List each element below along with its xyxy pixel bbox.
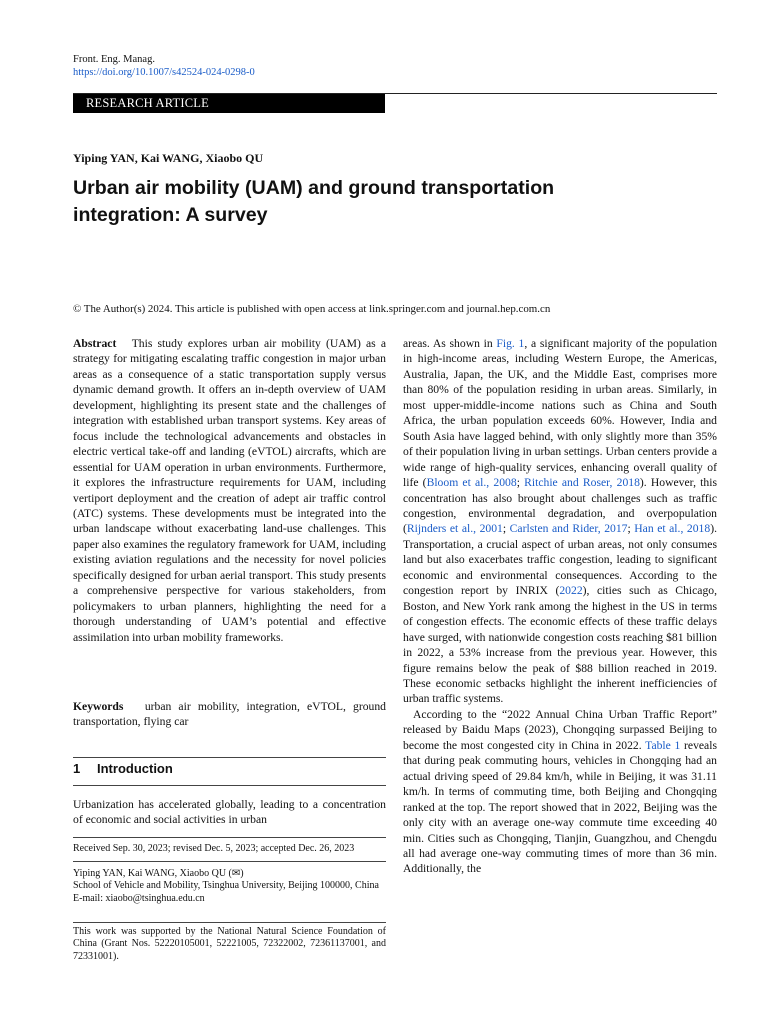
citation-link[interactable]: Ritchie and Roser, 2018 — [524, 476, 640, 490]
section-number: 1 — [73, 761, 81, 776]
abstract-label: Abstract — [73, 337, 117, 350]
title-line-2: integration: A survey — [73, 204, 268, 226]
abstract-text: This study explores urban air mobility (UAM) as a strategy for mitigating escalating traffic congestion in major urban areas as a consequence of a static transportation supply versus dynamic demand growth. It offers an in-depth overview of UAM development, highlighting its present state and the challenges of integration with established urban transport systems. Key areas of focus include the technological advancements and obstacles in electric vertical take-off and landing (eVTOL) aircrafts, which are essential for UAM operation in urban environments. Furthermore, it explores the infrastructure requirements for UAM, including vertiport deployment and the creation of adept air traffic control (ATC) systems. These developments must be integrated into the urban landscape without exacerbating land-use challenges. This paper also examines the regulatory framework for UAM, including existing aviation regulations and the necessity for novel policies specifically designed for urban aerial transport. This study presents a comprehensive perspective for various stakeholders, from policymakers to urban planners, highlighting the need for a thorough understanding of UAM’s potential and effective assimilation into urban mobility frameworks. — [73, 337, 386, 644]
funding-note: This work was supported by the National Natural Science Foundation of China (Grant Nos. 52220105001, 52221005, 72322002, 72361137001, and 72331001). — [73, 926, 386, 962]
corresponding-authors: Yiping YAN, Kai WANG, Xiaobo QU (✉) — [73, 868, 244, 879]
citation-link[interactable]: Han et al., 2018 — [634, 522, 711, 536]
section-rule — [73, 757, 386, 758]
paragraph-urbanization: areas. As shown in Fig. 1, a significant majority of the population in high-income areas, including Western Europe, the Americas, Australia, Japan, the UK, and the Middle East, comprises more than 80% of the population residing in urban areas. Similarly, in most upper-middle-income nations such as China and South Africa, the urban population exceeds 60%. However, India and South Asia have lagged behind, with only slightly more than 35% of their population living in urban settings. Urban centers provide a wide range of high-quality services, enhancing overall quality of life (Bloom et al., 2008; Ritchie and Roser, 2018). However, this concentration has also brought about challenges such as traffic congestion, environmental degradation, and overpopulation (Rijnders et al., 2001; Carlsten and Rider, 2017; Han et al., 2018). Transportation, a crucial aspect of urban areas, not only consumes land but also exacerbates traffic congestion, leading to significant economic and environmental consequences. According to the congestion report by INRIX (2022), cities such as Chicago, Boston, and New York rank among the highest in the US in terms of congestion effects. The economic effects of these traffic delays have surged, with nationwide congestion costs reaching $81 billion in 2022, a 53% increase from the previous year. However, this figure remains below the peak of $88 billion reached in 2019. These economic setbacks highlight the inherent inefficiencies of urban traffic systems. — [403, 337, 718, 706]
citation-link[interactable]: Carlsten and Rider, 2017 — [509, 522, 628, 536]
keywords-text: urban air mobility, integration, eVTOL, ground transportation, flying car — [73, 700, 387, 729]
citation-link[interactable]: Rijnders et al., 2001 — [406, 522, 503, 536]
email[interactable]: E-mail: xiaobo@tsinghua.edu.cn — [73, 892, 205, 904]
footnote-rule-2 — [73, 861, 386, 862]
figure-ref[interactable]: Fig. 1 — [496, 337, 525, 350]
section-title: Introduction — [97, 761, 173, 776]
article-title — [73, 175, 673, 229]
keywords-label: Keywords — [73, 700, 124, 713]
section-heading — [73, 761, 173, 777]
author-list: Yiping YAN, Kai WANG, Xiaobo QU — [73, 151, 264, 165]
footnote-rule — [73, 837, 386, 838]
affiliation: School of Vehicle and Mobility, Tsinghua University, Beijing 100000, China — [73, 880, 379, 892]
mail-icon: ✉ — [231, 868, 241, 879]
abstract — [73, 336, 386, 645]
intro-paragraph: Urbanization has accelerated globally, leading to a concentration of economic and social activities in urban — [73, 798, 386, 827]
copyright-notice: © The Author(s) 2024. This article is published with open access at link.springer.com and journal.hep.com.cn — [73, 303, 551, 315]
title-line-1: Urban air mobility (UAM) and ground transportation — [73, 177, 555, 199]
article-type-banner: RESEARCH ARTICLE — [73, 94, 385, 113]
body-right-column — [403, 336, 717, 877]
table-ref[interactable]: Table 1 — [645, 738, 681, 752]
citation-link[interactable]: Bloom et al., 2008 — [426, 476, 517, 490]
correspondence — [73, 868, 386, 905]
citation-link[interactable]: 2022 — [559, 584, 583, 598]
journal-name: Front. Eng. Manag. — [73, 54, 155, 65]
section-rule-bottom — [73, 785, 386, 786]
footnote-rule-3 — [73, 922, 386, 923]
received-dates: Received Sep. 30, 2023; revised Dec. 5, 2023; accepted Dec. 26, 2023 — [73, 843, 355, 854]
paragraph-china-traffic: According to the “2022 Annual China Urban Traffic Report” released by Baidu Maps (2023), Chongqing surpassed Beijing to become the most congested city in China in 2022. Table 1 reveals that during peak commuting hours, vehicles in Chongqing had an actual driving speed of 29.84 km/h, while in Beijing, it was 31.11 km/h. In terms of commuting time, both Beijing and Chongqing ranked at the top. The report showed that in 2022, Beijing was the only city with an average one-way commute time exceeding 40 min. Cities such as Chongqing, Tianjin, Guangzhou, and Chengdu all had average one-way commuting times of more than 36 min. Additionally, the — [403, 707, 717, 876]
doi-link[interactable]: https://doi.org/10.1007/s42524-024-0298-0 — [73, 67, 255, 78]
keywords — [73, 699, 386, 730]
